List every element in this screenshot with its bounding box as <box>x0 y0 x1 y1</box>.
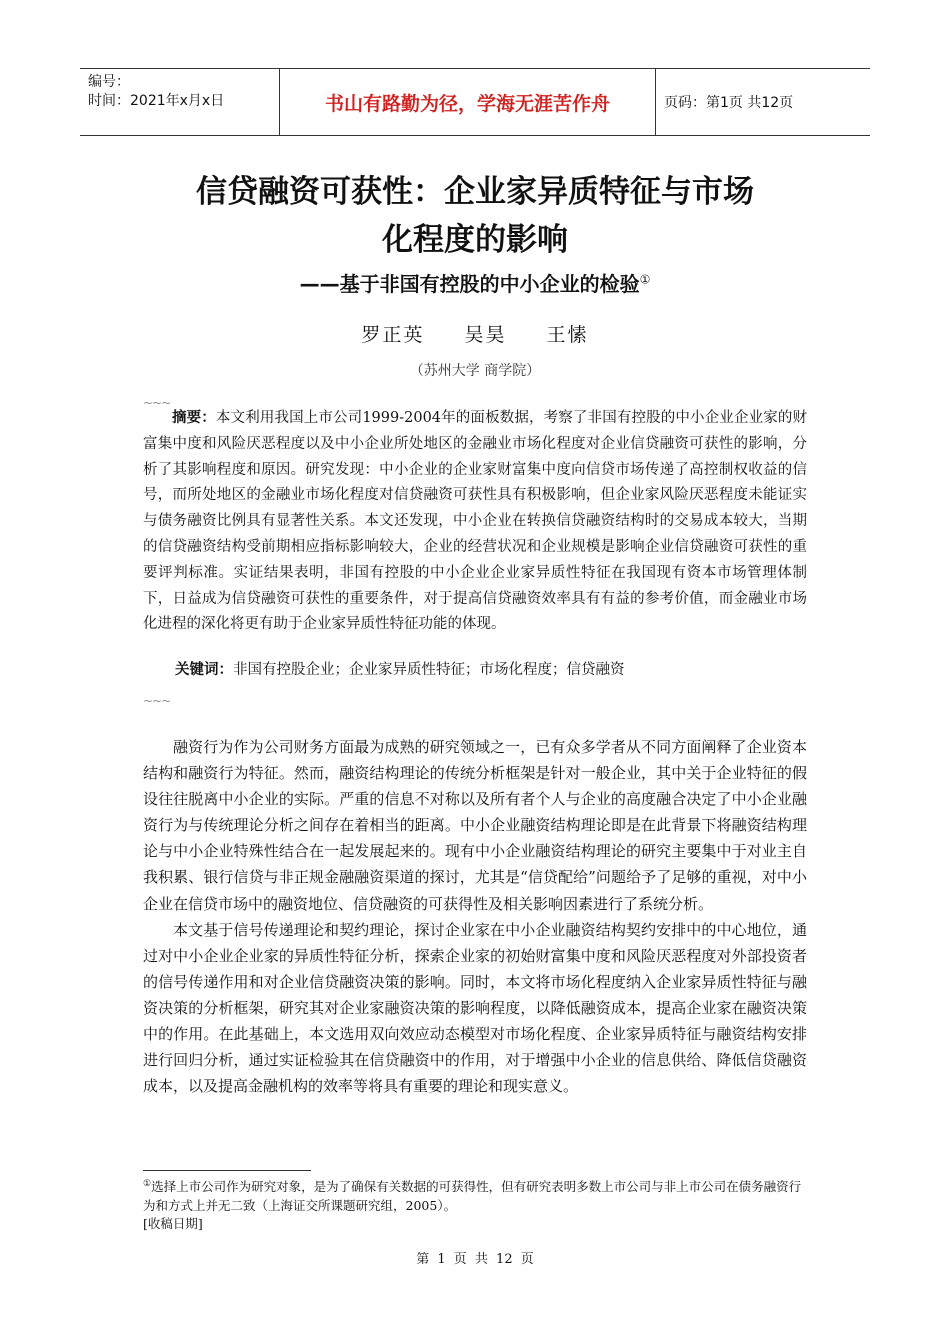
body-paragraph: 融资行为作为公司财务方面最为成熟的研究领域之一，已有众多学者从不同方面阐释了企业资本结构和融资行为特征。然而，融资结构理论的传统分析框架是针对一般企业，其中关于企业特征的假设往往脱离中小企业的实际。严重的信息不对称以及所有者个人与企业的高度融合决定了中小企业融资行为与传统理论分析之间存在着相当的距离。中小企业融资结构理论即是在此背景下将融资结构理论与中小企业特殊性结合在一起发展起来的。现有中小企业融资结构理论的研究主要集中于对业主自我积累、银行信贷与非正规金融融资渠道的探讨，尤其是“信贷配给”问题给予了足够的重视，对中小企业在信贷市场中的融资地位、信贷融资的可获得性及相关影响因素进行了系统分析。 <box>143 738 807 913</box>
keywords <box>175 658 625 679</box>
abstract-label: 摘要： <box>172 410 216 426</box>
footnote-divider <box>143 1170 311 1171</box>
header-motto: 书山有路勤为径，学海无涯苦作舟 <box>280 69 656 135</box>
body-paragraph: 本文基于信号传递理论和契约理论，探讨企业家在中小企业融资结构契约安排中的中心地位，通过对中小企业企业家的异质性特征分析，探索企业家的初始财富集中度和风险厌恶程度对外部投资者的信号传递作用和对企业信贷融资决策的影响。同时，本文将市场化程度纳入企业家异质性特征与融资决策的分析框架，研究其对企业家融资决策的影响程度，以降低融资成本，提高企业家在融资决策中的作用。在此基础上，本文选用双向效应动态模型对市场化程度、企业家异质特征与融资结构安排进行回归分析，通过实证检验其在信贷融资中的作用，对于增强中小企业的信息供给、降低信贷融资成本，以及提高金融机构的效率等将具有重要的理论和现实意义。 <box>143 920 807 1096</box>
page-footer: 第 1 页 共 12 页 <box>416 1252 534 1267</box>
abstract <box>143 406 807 638</box>
footnote <box>143 1175 807 1215</box>
footnote-mark: ① <box>143 1179 152 1189</box>
title-line-2: 化程度的影响 <box>382 222 568 258</box>
subtitle-text: ——基于非国有控股的中小企业的检验 <box>299 272 640 296</box>
keywords-text: 非国有控股企业；企业家异质性特征；市场化程度；信贷融资 <box>233 662 625 678</box>
header-page-number: 页码：第1页 共12页 <box>664 95 794 111</box>
header-number: 编号： <box>88 74 130 90</box>
author-name: 吴昊 <box>464 324 507 346</box>
subtitle-footnote-mark: ① <box>639 272 651 287</box>
title-line-1: 信贷融资可获性：企业家异质特征与市场 <box>196 174 754 210</box>
author-name: 罗正英 <box>361 324 425 346</box>
header-table <box>80 68 870 136</box>
affiliation: （苏州大学 商学院） <box>409 363 541 379</box>
header-info <box>80 69 280 135</box>
keywords-label: 关键词： <box>175 662 233 678</box>
footnote-text: 选择上市公司作为研究对象，是为了确保有关数据的可获得性，但有研究表明多数上市公司与非上市公司在债务融资行为和方式上并无二致（上海证交所课题研究组，2005）。 <box>143 1179 802 1214</box>
body-text <box>143 734 807 1099</box>
author-list <box>0 320 950 347</box>
author-name: 王愫 <box>546 324 589 346</box>
header-time: 时间：2021年x月x日 <box>88 93 225 109</box>
abstract-end-marker: ~~~ <box>143 694 171 708</box>
received-date: [收稿日期] <box>143 1216 203 1231</box>
abstract-text: 本文利用我国上市公司1999-2004年的面板数据，考察了非国有控股的中小企业企业家的财富集中度和风险厌恶程度以及中小企业所处地区的金融业市场化程度对企业信贷融资可获性的影响，分析了其影响程度和原因。研究发现：中小企业的企业家财富集中度向信贷市场传递了高控制权收益的信号，而所处地区的金融业市场化程度对信贷融资可获性具有积极影响，但企业家风险厌恶程度未能证实与债务融资比例具有显著性关系。本文还发现，中小企业在转换信贷融资结构时的交易成本较大，当期的信贷融资结构受前期相应指标影响较大，企业的经营状况和企业规模是影响企业信贷融资可获性的重要评判标准。实证结果表明，非国有控股的中小企业企业家异质性特征在我国现有资本市场管理体制下，日益成为信贷融资可获性的重要条件，对于提高信贷融资效率具有有益的参考价值，而金融业市场化进程的深化将更有助于企业家异质性特征功能的体现。 <box>143 410 807 633</box>
subtitle <box>110 268 840 297</box>
abstract-start-marker: ~~~ <box>143 396 171 410</box>
